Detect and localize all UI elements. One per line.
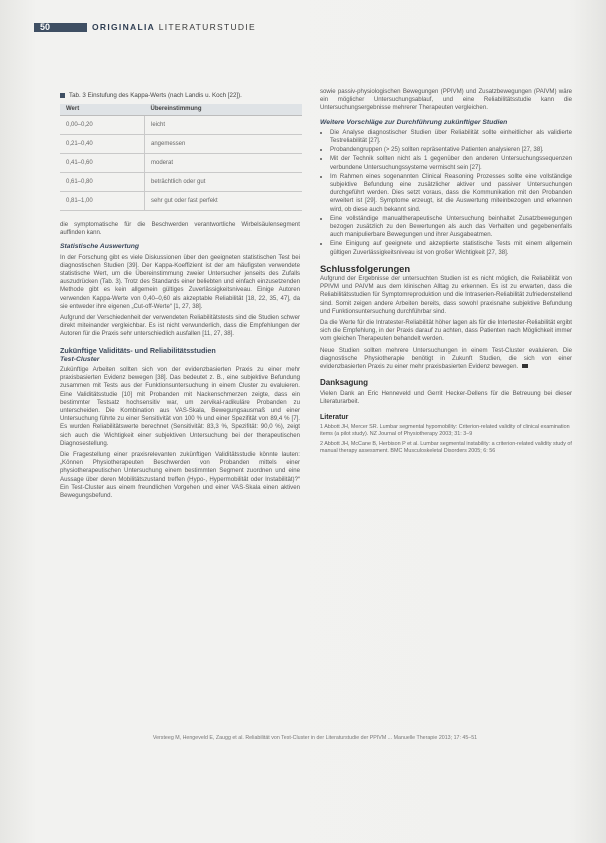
reference-item: 2 Abbott JH, McCane B, Herbison P et al. Lumbar segmental instability: a criterion-related validity study of manual therapy assessment. BMC Musculoskeletal Disorders 2005; 6: 56 [320,441,572,455]
suggestion-list [320,129,572,257]
table-cell-label: angemessen [145,135,303,154]
table-cell-label: beträchtlich oder gut [145,173,303,192]
table-cell-label: sehr gut oder fast perfekt [145,192,303,211]
subsection-label: LITERATURSTUDIE [158,22,257,32]
statistik-paragraph-1: In der Forschung gibt es viele Diskussionen über den geeigneten statistischen Test bei diagnostischen Studien [39]. Der Kappa-Koeffizient ist der am häufigsten verwendete statistische Wert, um die Übereinstimmung zweier Untersucher jenseits des Zufalls auszudrücken (Tab. 3). Trotz des Standards einer beliebten und einfach einzusetzenden Methode gibt es kein allgemein gültiges Zuverlässigkeitsniveau. Einige Autoren verwenden Kappa-Werte von 0,40–0,60 als akzeptable Reliabilität [18, 22, 35, 47], da sie entweder ihre eigenen „Cut-off-Werte“ [1, 27, 38]. [60,253,300,310]
schluss-paragraph-1: Aufgrund der Ergebnisse der untersuchten Studien ist es nicht möglich, die Reliabilität von PPIVM und PAIVM aus dem klinischen Alltag zu erkennen. Es ist zu erwarten, dass die Reliabilitätsstudien für Symptomreproduktion und die Intraserien-Reliabilität zufriedenstellend sind. Somit zeigen andere Arbeiten bereits, dass sowohl praxisnahe subjektive Befundung und Funktionsuntersuchung durchführbar sind. [320,275,572,315]
heading-test-cluster: Test-Cluster [60,355,100,363]
kappa-table [60,104,302,211]
reference-item: 1 Abbott JH, Mercer SR. Lumbar segmental hypomobility: Criterion-related validity of clinical examination items (a pilot study). NZ Journal of Physiotherapy 2003; 31: 3–9 [320,424,570,438]
list-item: • Probandengruppen (> 25) sollten repräsentative Patienten analysieren [27, 38]. [330,146,572,154]
table-row [60,192,302,211]
table-header-agreement: Übereinstimmung [145,104,303,116]
danksagung-paragraph: Vielen Dank an Eric Henneveld und Gerrit Hecker-Dellens für die Betreuung bei dieser Literaturarbeit. [320,389,572,405]
table-cell-label: moderat [145,154,303,173]
table-row [60,173,302,192]
right-column [320,88,572,458]
heading-literatur: Literatur [320,413,349,421]
schluss-paragraph-2: Da die Werte für die Intratester-Reliabilität höher lagen als für die Intertester-Reliabilität ergibt sich die Empfehlung, in der Praxis darauf zu achten, dass Patienten nach Möglichkeit immer vom gleichen Therapeuten behandelt werden. [320,319,572,343]
table-header-row [60,104,302,116]
schluss-paragraph-3: Neue Studien sollten mehrere Untersuchungen in einem Test-Cluster evaluieren. Die diagnostische Physiotherapie benötigt in Zukunft Studien, die sich von einer evidenzbasierten Praxis zu einer mehr praxisbasierten Evidenz bewegen. [320,346,572,371]
statistik-paragraph-2: Aufgrund der Verschiedenheit der verwendeten Reliabilitätstests sind die Studien schwer direkt miteinander vergleichbar. Es ist nicht verwunderlich, dass die Empfehlungen der Autoren für die Praxis sehr unterschiedlich ausfallen [11, 27, 38]. [60,314,300,338]
right-intro-paragraph: sowie passiv-physiologischen Bewegungen (PPIVM) und Zusatzbewegungen (PAIVM) wäre ein möglicher Untersuchungsablauf, und eine Reliabilitätsstudie kann die Untersuchungsergebnisse mehrerer Therapeuten vergleichen. [320,88,572,112]
cluster-paragraph-2: Die Fragestellung einer praxisrelevanten zukünftigen Validitätsstudie könnte lauten: „Können Physiotherapeuten Beschwerden von Probanden mittels einer physiotherapeutischen Untersuchung einem bestimmten Segment zuordnen und eine Aussage über deren Mobilitätszustand treffen (Hypo-, Hypermobilität oder Instabilität)?“ Ein Test-Cluster aus einem freundlichen Vorgehen und einer VAS-Skala einen aktiven Bewegungsbefund. [60,451,300,500]
table-row [60,154,302,173]
caption-square-icon [60,93,65,98]
table-row [60,135,302,154]
running-header [92,22,256,33]
table-cell-value: 0,41–0,60 [60,154,145,173]
table-cell-value: 0,61–0,80 [60,173,145,192]
heading-schlussfolgerungen: Schlussfolgerungen [320,262,411,274]
list-item: • Im Rahmen eines sogenannten Clinical Reasoning Prozesses sollte eine vollständige subjektive Befundung eine zusätzlicher aktiver und passiver Untersuchungen durchgeführt werden. Dies setzt voraus, dass die Kommunikation mit den Probanden erweitert ist [29]. Symptome erzeugt, ist die Auswertung miteinbezogen und erkennen wird, ob diese auch bekannt sind. [330,173,572,214]
left-column [60,92,300,503]
table-cell-value: 0,81–1,00 [60,192,145,211]
cluster-paragraph-1: Zukünftige Arbeiten sollten sich von der evidenzbasierten Praxis zu einer mehr praxisbasierten Evidenz bewegen [38]. Das bedeutet z. B., eine subjektive Befundung zusammen mit Tests aus der Funktionsuntersuchung in einem Cluster zu evaluieren. Eine Validitätsstudie [10] mit Probanden mit Nackenschmerzen zeigte, dass ein bestimmter Testsatz hochsensitiv war, um zervikal-radikuläre Probanden zu unterscheiden. Die Kombination aus VAS-Skala, Bewegungsausmaß und einer Untersuchung führte zu einer Sensitivität von 100 % und einer Spezifität von 89,4 % [7]. Es wurden Reliabilitätswerte berechnet (Sensitivität: 83,3 %, Spezifität: 90,0 %), zeigt sich auch die Wichtigkeit einer subjektiven Untersuchung bei der therapeutischen Diagnosestellung. [60,366,300,447]
section-label: ORIGINALIA [92,22,156,32]
list-item: • Mit der Technik sollten nicht als 1 gegenüber den anderen Untersuchungssequenzen verbundene Untersuchungssysteme vermischt sein [27]. [330,155,572,171]
heading-statistik: Statistische Auswertung [60,243,140,251]
table-row [60,116,302,135]
table-caption: Tab. 3 Einstufung des Kappa-Werts (nach Landis u. Koch [22]). [60,92,300,100]
list-item: • Eine Einigung auf geeignete und akzeptierte statistische Tests mit einem allgemein gültigen Zuverlässigkeitsniveau ist von großer Wichtigkeit [27, 38]. [330,240,572,256]
heading-danksagung: Danksagung [320,378,369,388]
heading-weitere: Weitere Vorschläge zur Durchführung zukünftiger Studien [320,118,508,126]
left-intro-paragraph: die symptomatische für die Beschwerden verantwortliche Wirbelsäulensegment auffinden kann. [60,221,300,237]
list-item: • Eine vollständige manualtherapeutische Untersuchung beinhaltet Zusatzbewegungen bezogen zusätzlich zu den Bewertungen als auch das Verhalten und gegebenenfalls auch manipulierbare Bewegungen und ihrer Ausgabeatmen. [330,215,572,240]
heading-zukunft: Zukünftige Validitäts- und Reliabilitätsstudien [60,345,216,355]
table-header-value: Wert [60,104,145,116]
list-item: • Die Analyse diagnostischer Studien über Reliabilität sollte einheitlicher als validierte Testreliabilität [27]. [330,129,572,145]
end-mark-icon [522,364,528,368]
page-footer-citation: Versteeg M, Hengeveld E, Zaugg et al. Reliabilität von Test-Cluster in der Literaturstudie der PPIVM ... Manuelle Therapie 2013; 17: 45–51 [152,735,478,741]
page-number: 50 [40,22,51,32]
table-cell-value: 0,21–0,40 [60,135,145,154]
table-cell-value: 0,00–0,20 [60,116,145,135]
table-cell-label: leicht [145,116,303,135]
